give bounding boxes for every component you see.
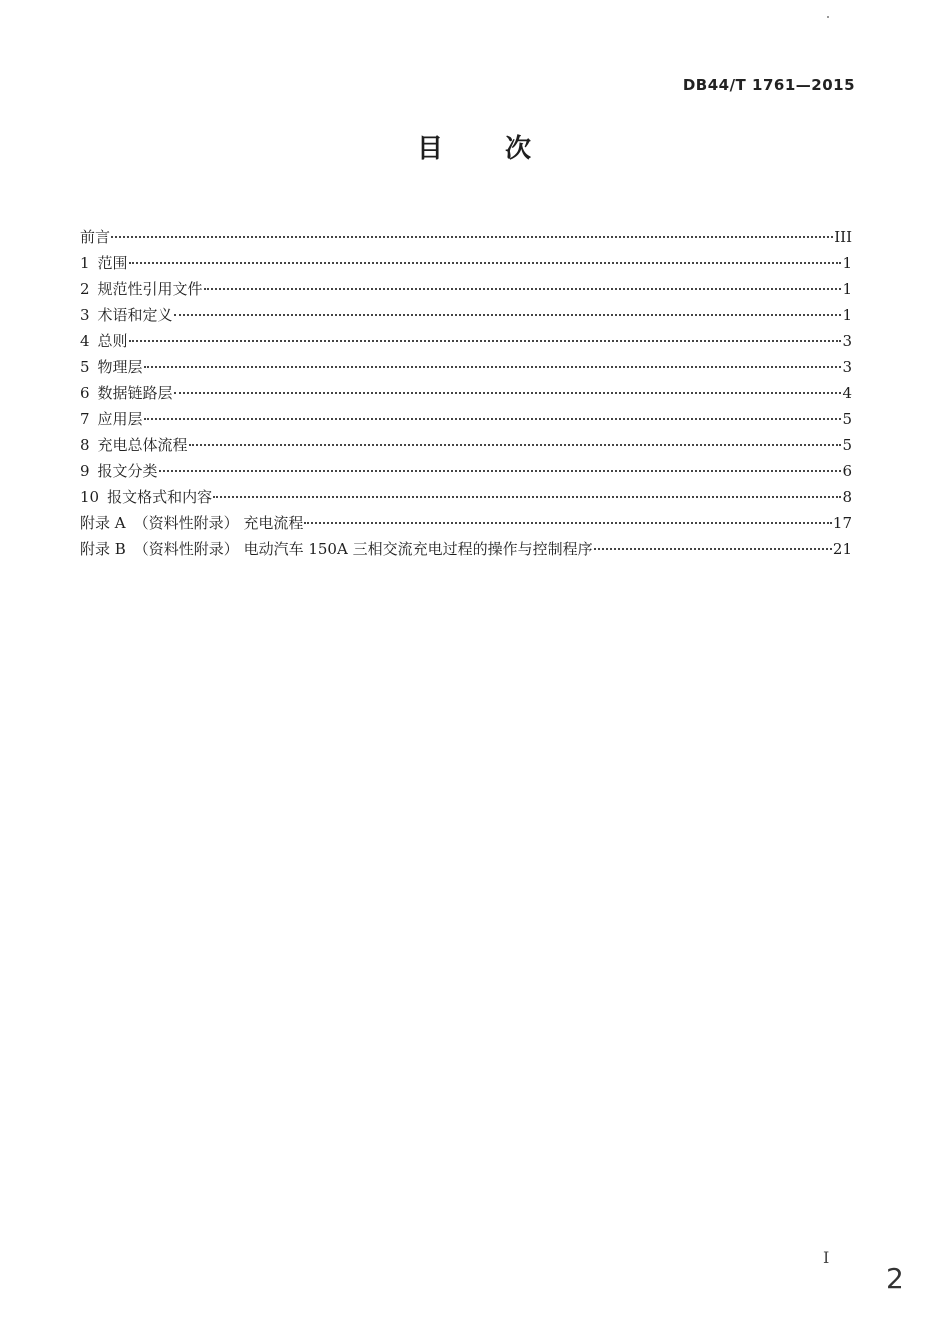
- toc-label: [80, 536, 593, 562]
- toc-page-number: 1: [842, 306, 852, 324]
- toc-page-number: 5: [842, 436, 852, 454]
- toc-page-number: 17: [832, 514, 852, 532]
- toc-label: [80, 380, 173, 406]
- toc-page-number: 8: [842, 488, 852, 506]
- toc-leader-dots: [304, 522, 832, 524]
- toc-entry-9[interactable]: [80, 458, 852, 484]
- toc-appendix-number: 附录 A: [80, 514, 126, 532]
- toc-label: [80, 406, 143, 432]
- toc-label: [80, 458, 158, 484]
- toc-entry-7[interactable]: [80, 406, 852, 432]
- toc-leader-dots: [189, 444, 842, 446]
- toc-appendix-number: 附录 B: [80, 540, 126, 558]
- toc-label-text: 物理层: [97, 358, 143, 376]
- toc-section-number: 4: [80, 332, 90, 350]
- toc-leader-dots: [144, 366, 842, 368]
- toc-entry-appendix-b[interactable]: [80, 536, 852, 562]
- toc-entry-1[interactable]: [80, 250, 852, 276]
- toc-section-number: 5: [80, 358, 90, 376]
- toc-label: [80, 484, 212, 510]
- toc-entry-6[interactable]: [80, 380, 852, 406]
- toc-section-number: 6: [80, 384, 90, 402]
- toc-label: [80, 224, 110, 250]
- toc-section-number: 2: [80, 280, 90, 298]
- toc-page-number: 3: [842, 332, 852, 350]
- toc-label-text: 数据链路层: [97, 384, 173, 402]
- toc-page-number: 21: [832, 540, 852, 558]
- toc-label-text: 前言: [80, 228, 111, 246]
- toc-leader-dots: [594, 548, 832, 550]
- toc-label: [80, 510, 303, 536]
- toc-label: [80, 250, 128, 276]
- toc-entry-preface[interactable]: [80, 224, 852, 250]
- toc-label-text: （资料性附录） 充电流程: [133, 514, 304, 532]
- toc-leader-dots: [144, 418, 842, 420]
- toc-label: [80, 432, 188, 458]
- toc-leader-dots: [174, 314, 842, 316]
- toc-page-number: III: [834, 228, 852, 246]
- toc-label-text: 应用层: [97, 410, 143, 428]
- toc-entry-appendix-a[interactable]: [80, 510, 852, 536]
- toc-section-number: 1: [80, 254, 90, 272]
- toc-label: [80, 302, 173, 328]
- title-char-1: 目: [416, 134, 445, 164]
- toc-section-number: 3: [80, 306, 90, 324]
- toc-page-number: 4: [842, 384, 852, 402]
- scan-speck: [827, 16, 829, 18]
- toc-section-number: 9: [80, 462, 90, 480]
- toc-label-text: 充电总体流程: [97, 436, 188, 454]
- toc-page-number: 6: [842, 462, 852, 480]
- page-number-roman: I: [823, 1248, 830, 1267]
- toc-section-number: 7: [80, 410, 90, 428]
- toc-label-text: 范围: [97, 254, 128, 272]
- toc-leader-dots: [129, 340, 842, 342]
- page-title: [0, 128, 950, 165]
- page-number-corner: 2: [886, 1262, 904, 1295]
- toc-entry-3[interactable]: [80, 302, 852, 328]
- toc-leader-dots: [174, 392, 842, 394]
- toc-label-text: 报文格式和内容: [107, 488, 213, 506]
- toc-page-number: 1: [842, 280, 852, 298]
- title-char-2: 次: [505, 134, 534, 164]
- toc-label-text: （资料性附录） 电动汽车 150A 三相交流充电过程的操作与控制程序: [133, 540, 593, 558]
- toc-leader-dots: [159, 470, 842, 472]
- toc-entry-8[interactable]: [80, 432, 852, 458]
- toc-leader-dots: [111, 236, 833, 238]
- toc-label: [80, 328, 128, 354]
- toc-leader-dots: [213, 496, 841, 498]
- toc-entry-4[interactable]: [80, 328, 852, 354]
- toc-page-number: 1: [842, 254, 852, 272]
- toc-label: [80, 276, 203, 302]
- toc-entry-2[interactable]: [80, 276, 852, 302]
- toc-page-number: 5: [842, 410, 852, 428]
- toc-leader-dots: [204, 288, 842, 290]
- toc-entry-10[interactable]: [80, 484, 852, 510]
- toc-label: [80, 354, 143, 380]
- toc-section-number: 10: [80, 488, 100, 506]
- toc-entry-5[interactable]: [80, 354, 852, 380]
- toc-label-text: 规范性引用文件: [97, 280, 203, 298]
- toc-leader-dots: [129, 262, 842, 264]
- standard-code: DB44/T 1761—2015: [682, 76, 855, 94]
- toc-label-text: 术语和定义: [97, 306, 173, 324]
- toc-label-text: 总则: [97, 332, 128, 350]
- table-of-contents: [80, 224, 852, 562]
- toc-label-text: 报文分类: [97, 462, 158, 480]
- toc-page-number: 3: [842, 358, 852, 376]
- toc-section-number: 8: [80, 436, 90, 454]
